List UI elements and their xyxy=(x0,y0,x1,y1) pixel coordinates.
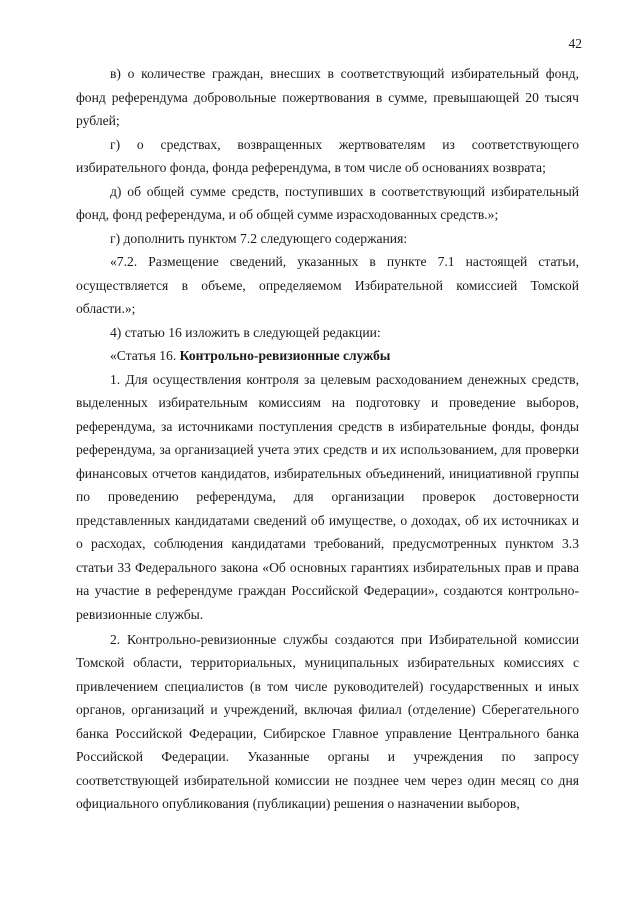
paragraph: «7.2. Размещение сведений, указанных в пункте 7.1 настоящей статьи, осуществляется в объеме, определяемом Избирательной комиссией Томской области.»; xyxy=(76,254,579,316)
paragraph: г) дополнить пунктом 7.2 следующего содержания: xyxy=(110,230,408,246)
paragraph: 2. Контрольно-ревизионные службы создаются при Избирательной комиссии Томской области, территориальных, муниципальных избирательных комиссиях с привлечением специалистов (в том числе руководителей) государственных и иных органов, организаций и учреждений, включая филиал (отделение) Сберегательного банка Российской Федерации, Сибирское Главное управление Центрального банка Российской Федерации. Указанные органы и учреждения по запросу соответствующей избирательной комиссии не позднее чем через один месяц со дня официального опубликования (публикации) решения о назначении выборов, xyxy=(76,631,579,811)
article-heading-prefix: «Статья 16. xyxy=(110,348,180,363)
article-heading xyxy=(76,344,579,368)
paragraph: 1. Для осуществления контроля за целевым расходованием денежных средств, выделенных избирательным комиссиям на подготовку и проведение выборов, референдума, за источниками поступления средств в избирательные фонды, фонды референдума, за организацией учета этих средств и их использованием, для проверки финансовых отчетов кандидатов, избирательных объединений, инициативной группы по проведению референдума, для организации проверок достоверности представленных кандидатами сведений об имуществе, о доходах, об их источниках и о расходах, соблюдения кандидатами требований, предусмотренных пунктом 3.3 статьи 33 Федерального закона «Об основных гарантиях избирательных прав и права на участие в референдуме граждан Российской Федерации», создаются контрольно-ревизионные службы. xyxy=(76,371,579,622)
document-body xyxy=(76,62,579,816)
article-heading-title: Контрольно-ревизионные службы xyxy=(179,348,391,363)
page-number: 42 xyxy=(568,36,582,51)
paragraph: д) об общей сумме средств, поступивших в соответствующий избирательный фонд, фонд референдума, и об общей сумме израсходованных средств.»; xyxy=(76,183,579,222)
paragraph: г) о средствах, возвращенных жертвователям из соответствующего избирательного фонда, фонда референдума, в том числе об основаниях возврата; xyxy=(76,136,579,175)
paragraph: в) о количестве граждан, внесших в соответствующий избирательный фонд, фонд референдума добровольные пожертвования в сумме, превышающей 20 тысяч рублей; xyxy=(76,66,579,128)
paragraph: 4) статью 16 изложить в следующей редакции: xyxy=(110,324,381,340)
